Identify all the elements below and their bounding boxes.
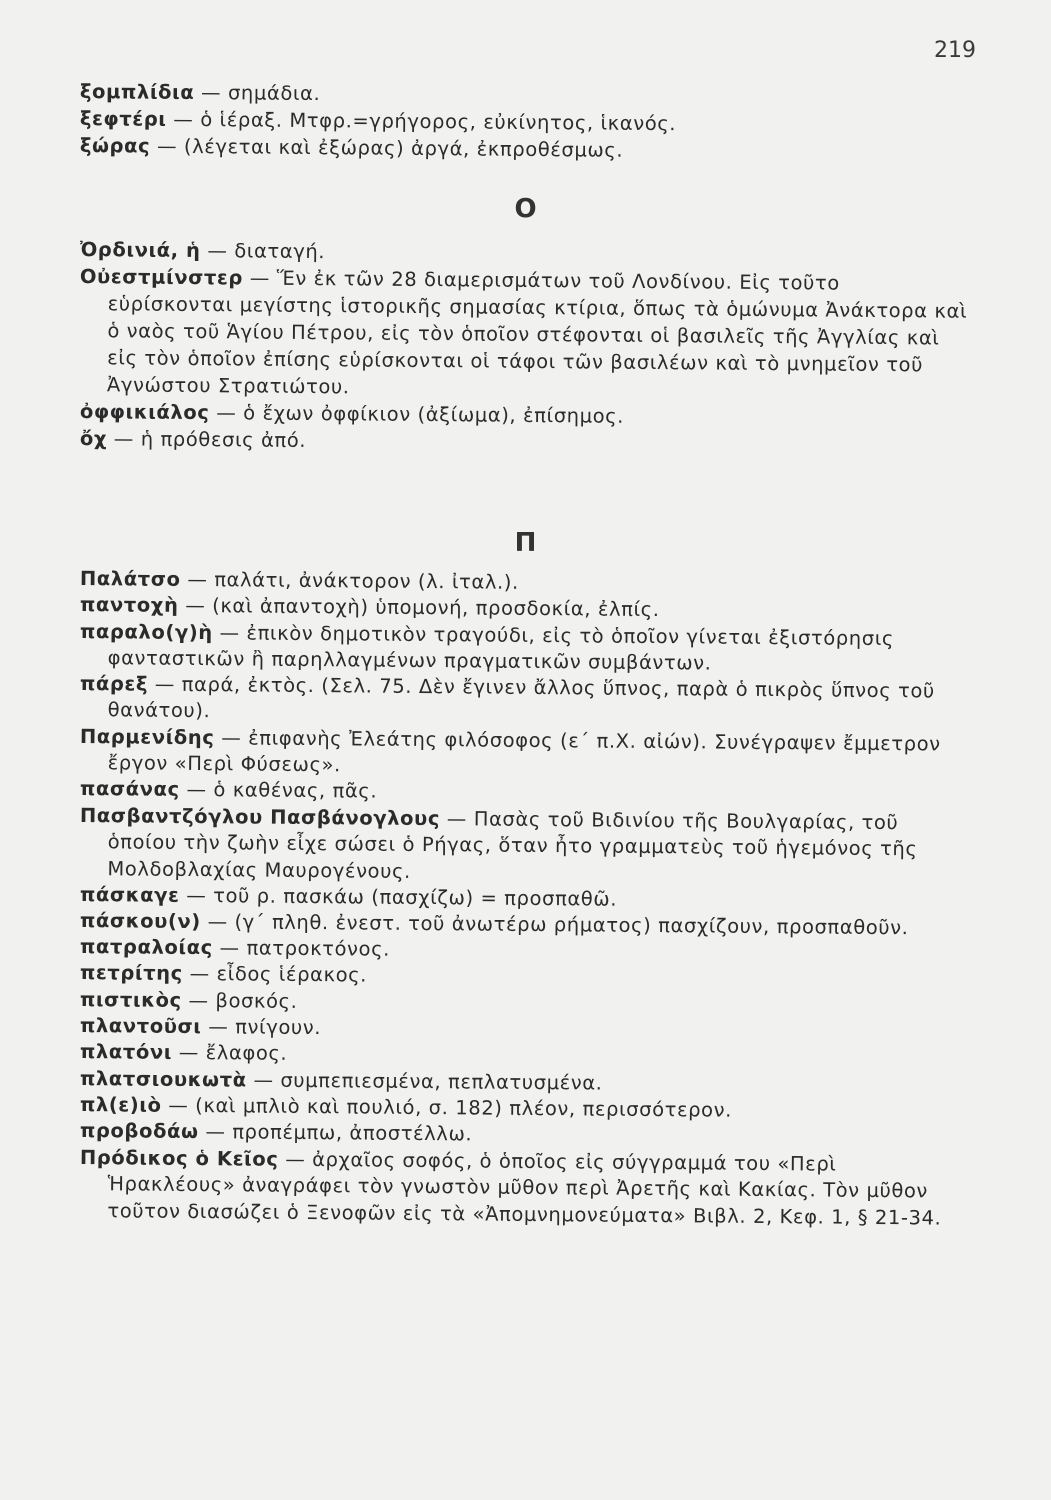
headword: πλατόνι xyxy=(79,1040,173,1065)
headword: πασάνας xyxy=(79,777,180,802)
definition: — ἔλαφος. xyxy=(171,1041,288,1066)
headword: Οὐεστμίνστερ xyxy=(79,264,244,290)
headword: ὀφφικιάλος xyxy=(79,399,210,425)
headword: ξεφτέρι xyxy=(79,106,167,131)
definition: — ὁ ἱέραξ. Μτφρ.=γρήγορος, εὐκίνητος, ἱκανός. xyxy=(166,107,677,136)
headword: Παλάτσο xyxy=(79,566,181,591)
headword: προβοδάω xyxy=(79,1119,199,1144)
headword: πάσκαγε xyxy=(79,882,180,907)
entry xyxy=(80,671,970,731)
headword: πετρίτης xyxy=(79,961,183,986)
definition: — συμπεπιεσμένα, πεπλατυσμένα. xyxy=(246,1068,603,1095)
headword: πατραλοίας xyxy=(79,935,213,960)
headword: πλατσιουκωτὰ xyxy=(79,1066,247,1092)
page-number: 219 xyxy=(934,38,976,63)
definition: — εἶδος ἱέρακος. xyxy=(182,962,368,987)
entry xyxy=(79,263,970,406)
definition: — Πασὰς τοῦ Βιδινίου τῆς Βουλγαρίας, τοῦ ὁποίου τὴν ζωὴν εἶχε σώσει ὁ Ρήγας, ὅταν ἦτο γραμματεὺς τοῦ ἡγεμόνος τῆς Μολδοβλαχίας Μαυρογένους. xyxy=(107,806,918,883)
entry xyxy=(79,1145,970,1232)
definition: — (λέγεται καὶ ἐξώρας) ἀργά, ἐκπροθέσμως. xyxy=(150,134,624,162)
headword: πάσκου(ν) xyxy=(79,908,201,933)
section-omicron-entries xyxy=(80,236,970,452)
definition: — διαταγή. xyxy=(200,239,326,264)
definition: — ἡ πρόθεσις ἀπό. xyxy=(106,427,307,452)
definition: — (καὶ μπλιὸ καὶ πουλιό, σ. 182) πλέον, περισσότερον. xyxy=(161,1093,733,1122)
section-pi-entries xyxy=(79,566,970,1229)
headword: ξομπλίδια xyxy=(79,79,195,104)
definition: — Ἕν ἐκ τῶν 28 διαμερισμάτων τοῦ Λονδίνου. Εἰς τοῦτο εὑρίσκονται μεγίστης ἱστορικῆς σημασίας κτίρια, ὅπως τὰ ὁμώνυμα Ἀνάκτορα καὶ ὁ ναὸς τοῦ Ἁγίου Πέτρου, εἰς τὸν ὁποῖον στέφονται οἱ βασιλεῖς τῆς Ἀγγλίας καὶ εἰς τὸν ὁποῖον ἐπίσης εὑρίσκονται οἱ τάφοι τῶν βασιλέων καὶ τὸ μνημεῖον τοῦ Ἀγνώστου Στρατιώτου. xyxy=(106,266,968,399)
headword: παντοχὴ xyxy=(79,593,179,618)
definition: — ὁ ἔχων ὀφφίκιον (ἀξίωμα), ἐπίσημος. xyxy=(209,401,625,428)
section-xi-entries xyxy=(79,78,970,162)
headword: πάρεξ xyxy=(79,672,149,696)
definition: — (γ΄ πληθ. ἐνεστ. τοῦ ἀνωτέρω ρήματος) πασχίζουν, προσπαθοῦν. xyxy=(200,909,909,940)
entry xyxy=(79,803,970,890)
headword: Ὀρδινιά, ἡ xyxy=(79,237,201,263)
headword: ὄχ xyxy=(79,426,108,451)
definition: — ἐπικὸν δημοτικὸν τραγούδι, εἰς τὸ ὁποῖον γίνεται ἐξιστόρησις φανταστικῶν ἢ παρηλλαγμένων πραγματικῶν συμβάντων. xyxy=(107,620,895,675)
entry xyxy=(80,724,970,784)
headword: πλαντοῦσι xyxy=(79,1014,202,1039)
definition: — παρά, ἐκτὸς. (Σελ. 75. Δὲν ἔγινεν ἄλλος ὕπνος, παρὰ ὁ πικρὸς ὕπνος τοῦ θανάτου). xyxy=(107,672,935,723)
definition: — σημάδια. xyxy=(194,80,321,106)
headword: Παρμενίδης xyxy=(79,724,215,749)
definition: — ἐπιφανὴς Ἐλεάτης φιλόσοφος (ε΄ π.Χ. αἰών). Συνέγραψεν ἔμμετρον ἔργον «Περὶ Φύσεως». xyxy=(107,725,941,777)
definition: — (καὶ ἀπαντοχὴ) ὑπομονή, προσδοκία, ἐλπίς. xyxy=(178,594,660,622)
definition: — ὁ καθένας, πᾶς. xyxy=(179,778,378,803)
section-letter-heading: Ο xyxy=(514,194,537,224)
definition: — προπέμπω, ἀποστέλλω. xyxy=(198,1120,473,1146)
headword: παραλο(γ)ὴ xyxy=(79,619,213,644)
entry xyxy=(80,619,970,679)
definition: — τοῦ ρ. πασκάω (πασχίζω) = προσπαθῶ. xyxy=(179,883,618,911)
headword: πλ(ε)ιὸ xyxy=(79,1092,162,1117)
headword: Πρόδικος ὁ Κεῖος xyxy=(79,1145,279,1171)
definition: — πατροκτόνος. xyxy=(212,936,391,961)
definition: — βοσκός. xyxy=(181,988,298,1013)
headword: Πασβαντζόγλου Πασβάνογλους xyxy=(79,803,441,830)
headword: πιστικὸς xyxy=(79,987,182,1012)
headword: ξώρας xyxy=(79,133,151,158)
definition: — ἀρχαῖος σοφός, ὁ ὁποῖος εἰς σύγγραμμά του «Περὶ Ἡρακλέους» ἀναγράφει τὸν γνωστὸν μῦθον περὶ Ἀρετῆς καὶ Κακίας. Τὸν μῦθον τοῦτον διασώζει ὁ Ξενοφῶν εἰς τὰ «Ἀπομνημονεύματα» Βιβλ. 2, Κεφ. 1, § 21-34. xyxy=(107,1147,942,1229)
definition: — πνίγουν. xyxy=(201,1015,322,1040)
definition: — παλάτι, ἀνάκτορον (λ. ἰταλ.). xyxy=(180,567,519,594)
section-letter-heading: Π xyxy=(514,528,537,558)
